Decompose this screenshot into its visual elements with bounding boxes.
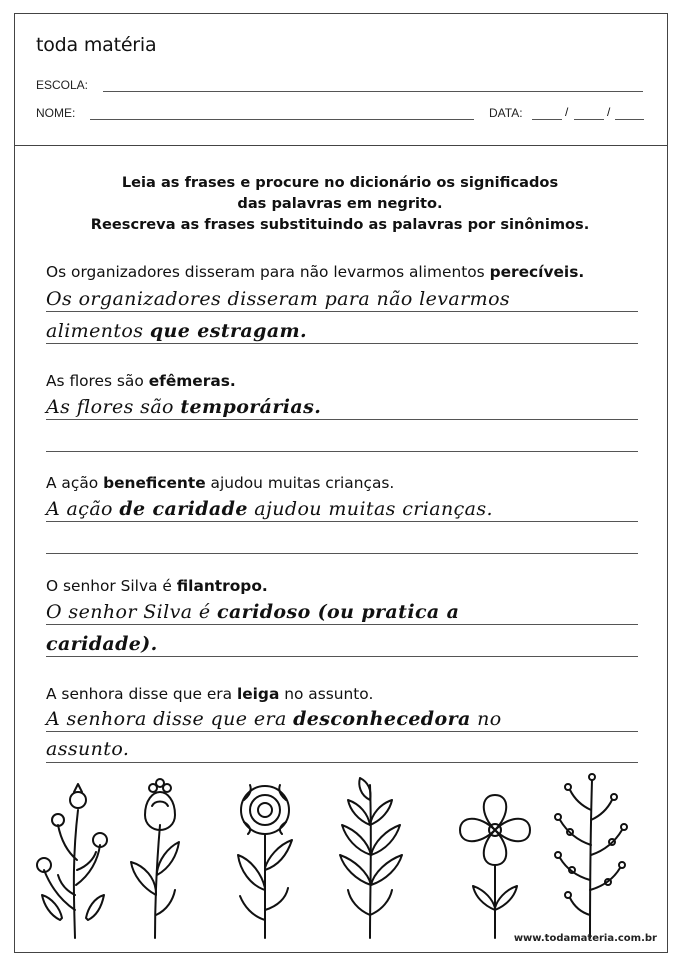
bold-word: efêmeras. <box>148 372 236 390</box>
writing-line[interactable] <box>46 762 638 763</box>
instruction-line: Reescreva as frases substituindo as palavras por sinônimos. <box>90 216 590 233</box>
answer-line-1 <box>46 288 510 310</box>
answer-text: Os organizadores disseram para não levarmos <box>46 288 511 310</box>
answer-text: ajudou muitas crianças. <box>247 498 493 520</box>
bold-word: leiga <box>236 685 280 703</box>
sentence-text: A ação <box>46 474 104 492</box>
writing-line[interactable] <box>46 521 638 522</box>
sentence-text: A senhora disse que era <box>46 685 237 703</box>
name-label: NOME: <box>36 106 76 120</box>
school-label: ESCOLA: <box>36 78 89 92</box>
answer-text: alimentos <box>46 320 150 342</box>
exercise-sentence <box>46 685 373 703</box>
answer-text: no <box>470 708 502 730</box>
date-label: DATA: <box>489 106 523 120</box>
leafy-branch-icon <box>340 778 402 938</box>
answer-line-1 <box>46 601 459 623</box>
answer-text: As flores são <box>46 396 181 418</box>
sentence-text: As flores são <box>46 372 149 390</box>
exercise-sentence <box>46 372 236 390</box>
date-month-field[interactable] <box>574 119 604 120</box>
name-field[interactable] <box>90 119 474 120</box>
writing-line[interactable] <box>46 343 638 344</box>
answer-line-2 <box>46 633 158 655</box>
flower-sprig-icon <box>37 784 107 938</box>
exercise-sentence <box>46 263 584 281</box>
instruction-line: das palavras em negrito. <box>237 195 443 212</box>
website-url[interactable]: www.todamateria.com.br <box>513 933 657 944</box>
bold-word: filantropo. <box>176 577 268 595</box>
date-separator: / <box>607 105 611 119</box>
answer-line-1 <box>46 498 493 520</box>
answer-line-2 <box>46 738 129 760</box>
instructions <box>40 172 640 235</box>
answer-highlight: que estragam. <box>149 320 308 342</box>
instruction-line: Leia as frases e procure no dicionário os significados <box>121 174 559 191</box>
carnation-icon <box>238 785 292 938</box>
answer-line-2 <box>46 320 307 342</box>
writing-line[interactable] <box>46 451 638 452</box>
answer-text: A senhora disse que era <box>46 708 294 730</box>
writing-line[interactable] <box>46 419 638 420</box>
sentence-text: Os organizadores disseram para não levarmos alimentos <box>46 263 490 281</box>
answer-text: assunto. <box>46 738 130 760</box>
bold-word: perecíveis. <box>489 263 585 281</box>
answer-text: O senhor Silva é <box>46 601 217 623</box>
berry-branch-icon <box>555 774 627 938</box>
sentence-text: O senhor Silva é <box>46 577 177 595</box>
header-divider <box>14 145 668 146</box>
writing-line[interactable] <box>46 731 638 732</box>
answer-highlight: de caridade <box>119 498 248 520</box>
flower-decorations <box>30 770 650 940</box>
sentence-text: no assunto. <box>279 685 374 703</box>
answer-line-1 <box>46 396 321 418</box>
sentence-text: ajudou muitas crianças. <box>205 474 395 492</box>
date-day-field[interactable] <box>532 119 562 120</box>
answer-highlight: caridoso (ou pratica a <box>217 601 460 623</box>
answer-text: A ação <box>46 498 120 520</box>
rose-icon <box>131 779 179 938</box>
answer-highlight: temporárias. <box>180 396 322 418</box>
writing-line[interactable] <box>46 553 638 554</box>
bold-word: beneficente <box>103 474 206 492</box>
answer-highlight: desconhecedora <box>293 708 471 730</box>
brand-logo: toda matéria <box>36 34 157 56</box>
exercise-sentence <box>46 577 268 595</box>
answer-line-1 <box>46 708 502 730</box>
writing-line[interactable] <box>46 624 638 625</box>
school-field[interactable] <box>103 91 643 92</box>
writing-line[interactable] <box>46 656 638 657</box>
date-year-field[interactable] <box>615 119 644 120</box>
date-separator: / <box>565 105 569 119</box>
four-petal-flower-icon <box>460 795 530 938</box>
writing-line[interactable] <box>46 311 638 312</box>
answer-highlight: caridade). <box>46 633 158 655</box>
exercise-sentence <box>46 474 394 492</box>
